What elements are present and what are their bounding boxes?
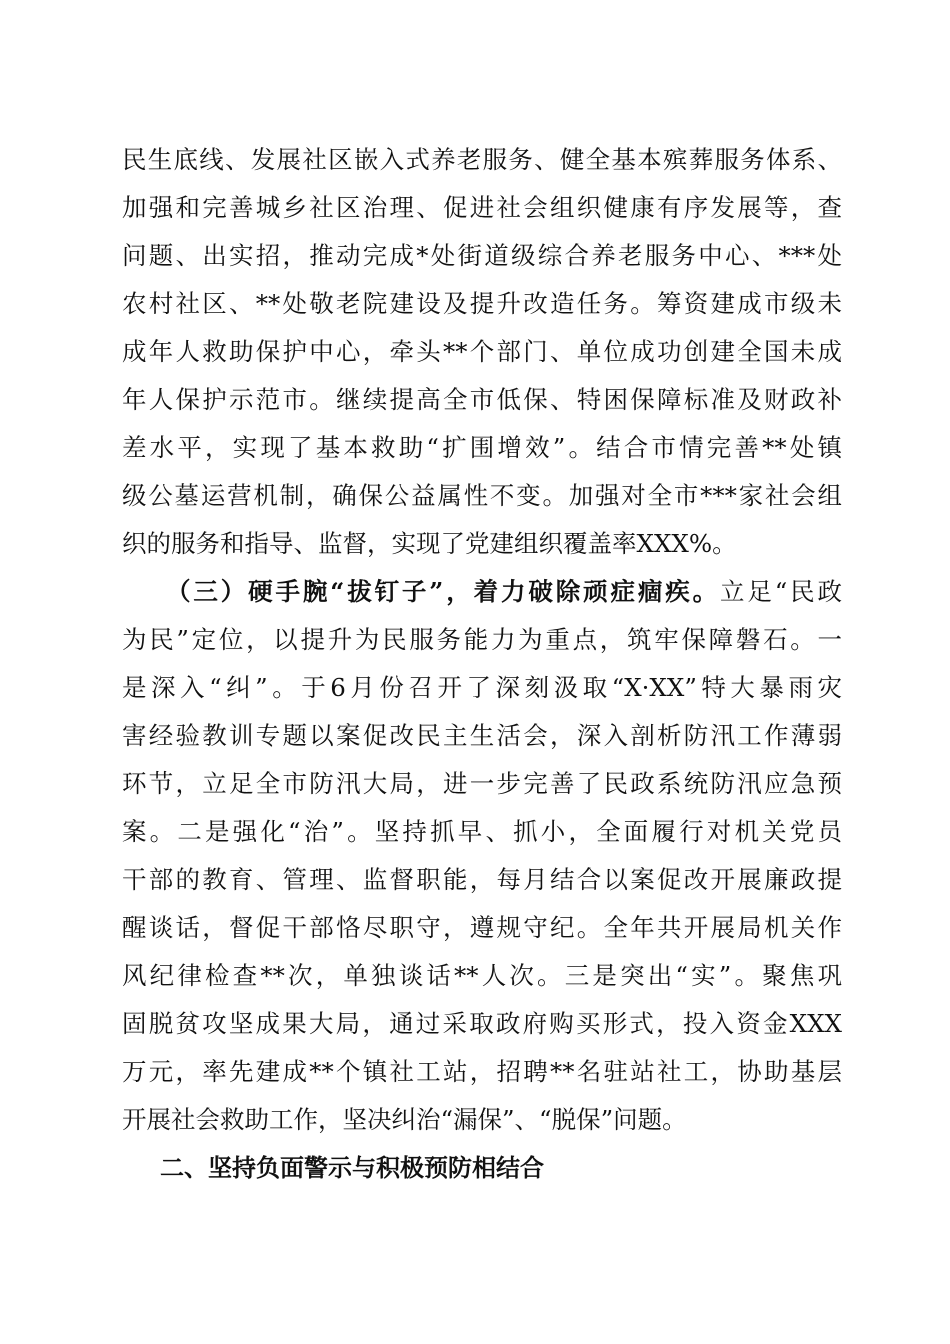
section-heading: 二、坚持负面警示与积极预防相结合 (160, 1154, 544, 1182)
paragraph-1-line-3: 问题、出实招，推动完成*处街道级综合养老服务中心、***处 (122, 241, 842, 270)
paragraph-2-line-10: 固脱贫攻坚成果大局，通过采取政府购买形式，投入资金XXX (122, 1009, 842, 1038)
paragraph-2-line-7: 干部的教育、管理、监督职能，每月结合以案促改开展廉政提 (122, 865, 842, 894)
paragraph-2-line-8: 醒谈话，督促干部恪尽职守，遵规守纪。全年共开展局机关作 (122, 913, 842, 942)
paragraph-2-line-5: 环节，立足全市防汛大局，进一步完善了民政系统防汛应急预 (122, 769, 842, 798)
paragraph-2-line-9: 风纪律检查**次，单独谈话**人次。三是突出“实”。聚焦巩 (122, 961, 842, 990)
paragraph-1-line-9: 织的服务和指导、监督，实现了党建组织覆盖率XXX%。 (122, 529, 737, 558)
paragraph-2-line-12: 开展社会救助工作，坚决纠治“漏保”、“脱保”问题。 (122, 1105, 687, 1134)
paragraph-1-line-4: 农村社区、**处敬老院建设及提升改造任务。筹资建成市级未 (122, 289, 842, 318)
paragraph-1-line-5: 成年人救助保护中心，牵头**个部门、单位成功创建全国未成 (122, 337, 842, 366)
paragraph-1-line-2: 加强和完善城乡社区治理、促进社会组织健康有序发展等，查 (122, 193, 842, 222)
paragraph-1-line-6: 年人保护示范市。继续提高全市低保、特困保障标准及财政补 (122, 385, 842, 414)
paragraph-2-line-1 (166, 572, 842, 612)
paragraph-2-first-line-rest: 立足“民政 (719, 577, 842, 606)
paragraph-2-line-3: 是深入“纠”。于6月份召开了深刻汲取“X·XX”特大暴雨灾 (122, 673, 842, 702)
paragraph-1-line-7: 差水平，实现了基本救助“扩围增效”。结合市情完善**处镇 (122, 433, 842, 462)
paragraph-2-lead: （三）硬手腕“拔钉子”，着力破除顽症痼疾。 (166, 577, 720, 606)
paragraph-1-line-1: 民生底线、发展社区嵌入式养老服务、健全基本殡葬服务体系、 (122, 145, 842, 174)
paragraph-1-line-8: 级公墓运营机制，确保公益属性不变。加强对全市***家社会组 (122, 481, 842, 510)
paragraph-2-line-4: 害经验教训专题以案促改民主生活会，深入剖析防汛工作薄弱 (122, 721, 842, 750)
paragraph-2-line-11: 万元，率先建成**个镇社工站，招聘**名驻站社工，协助基层 (122, 1057, 842, 1086)
paragraph-2-line-6: 案。二是强化“治”。坚持抓早、抓小，全面履行对机关党员 (122, 817, 842, 846)
paragraph-2-line-2: 为民”定位，以提升为民服务能力为重点，筑牢保障磐石。一 (122, 625, 842, 654)
